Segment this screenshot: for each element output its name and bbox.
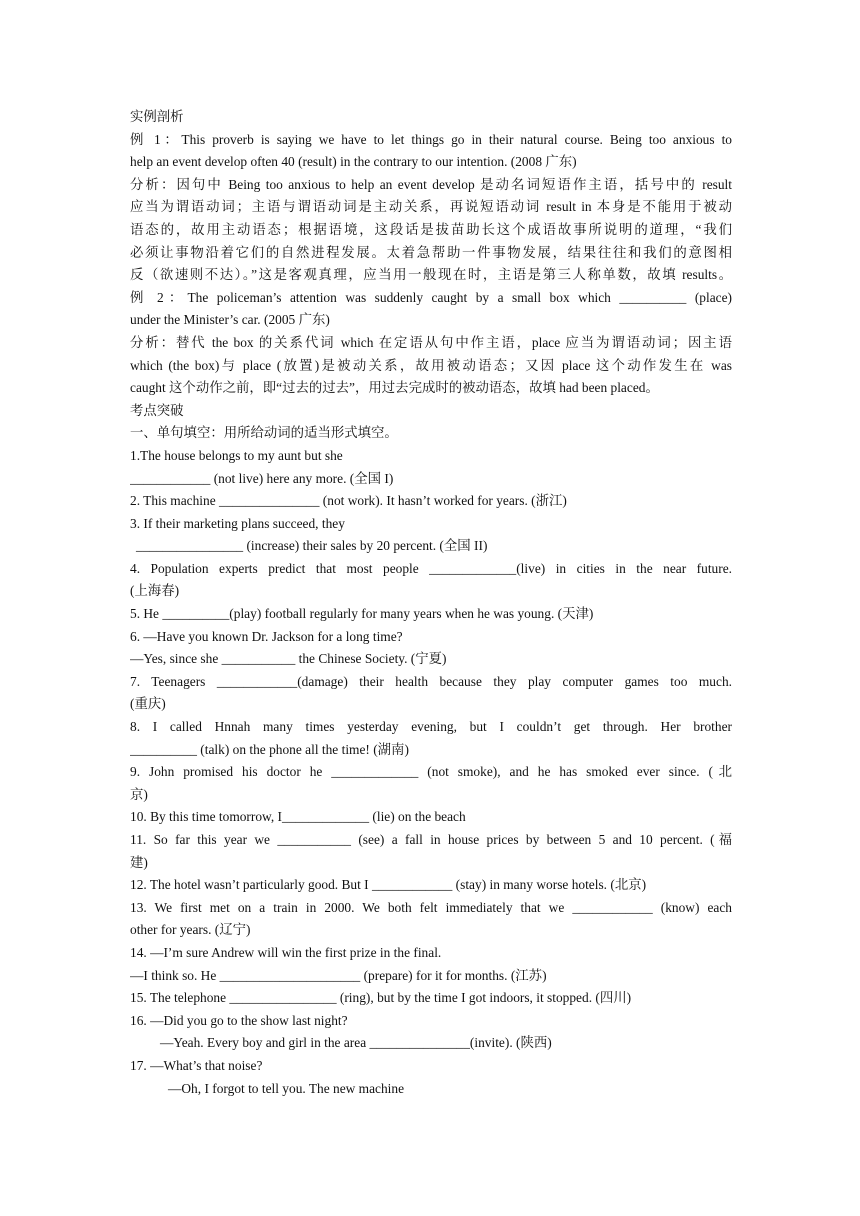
text-line: caught 这个动作之前，即“过去的过去”，用过去完成时的被动语态，故填 had been placed。 (130, 380, 659, 396)
text-line: —Yes, since she ___________ the Chinese Society. (宁夏) (130, 651, 447, 667)
text-line: 17. —What’s that noise? (130, 1057, 263, 1073)
text-line: 3. If their marketing plans succeed, they (130, 515, 345, 531)
text-line: 实例剖析 (130, 109, 184, 124)
text-line: 5. He __________(play) football regularly for many years when he was young. (天津) (130, 606, 594, 622)
text-line: 12. The hotel wasn’t particularly good. But I ____________ (stay) in many worse hotels. (北京) (130, 877, 647, 893)
text-line: ____________ (not live) here any more. (全国 I) (130, 470, 394, 486)
text-line: help an event develop often 40 (result) in the contrary to our intention. (2008 广东) (130, 154, 577, 170)
text-line: under the Minister’s car. (2005 广东) (130, 312, 330, 328)
text-line: 分析：因句中 Being too anxious to help an event develop 是动名词短语作主语，括号中的 result (130, 176, 732, 192)
text-line: 语态的，故用主动语态；根据语境，这段话是拔苗助长这个成语故事所说明的道理，“我们 (130, 221, 732, 237)
text-line: 6. —Have you known Dr. Jackson for a long time? (130, 628, 403, 644)
text-line: 4. Population experts predict that most people _____________(live) in cities in the near future. (130, 560, 732, 576)
text-line: 10. By this time tomorrow, I_____________ (lie) on the beach (130, 809, 466, 825)
text-line: 建) (130, 854, 148, 870)
text-line: 14. —I’m sure Andrew will win the first prize in the final. (130, 944, 442, 960)
text-line: 例 2：The policeman’s attention was suddenly caught by a small box which __________ (place) (130, 289, 732, 305)
text-line: 例 1：This proverb is saying we have to let things go in their natural course. Being too anxious to (130, 131, 732, 147)
text-line: 7. Teenagers ____________(damage) their health because they play computer games too much. (130, 673, 732, 689)
text-line: 9. John promised his doctor he _____________ (not smoke), and he has smoked ever since. (北 (130, 764, 732, 780)
text-line: 分析：替代 the box 的关系代词 which 在定语从句中作主语，place 应当为谓语动词；因主语 (130, 334, 732, 350)
text-line: 考点突破 (130, 402, 184, 418)
text-line: 反（欲速则不达）。”这是客观真理，应当用一般现在时，主语是第三人称单数，故填 results。 (130, 267, 732, 283)
text-line: __________ (talk) on the phone all the time! (湖南) (130, 741, 409, 757)
text-line: 8. I called Hnnah many times yesterday evening, but I couldn’t get through. Her brother (130, 719, 732, 735)
text-line: other for years. (辽宁) (130, 922, 251, 938)
text-line: (上海春) (130, 583, 180, 599)
text-line: 13. We first met on a train in 2000. We both felt immediately that we ____________ (know) each (130, 899, 732, 915)
text-line: —Oh, I forgot to tell you. The new machine (168, 1080, 405, 1096)
text-line: (重庆) (130, 696, 166, 712)
text-line: 15. The telephone ________________ (ring), but by the time I got indoors, it stopped. (四川) (130, 990, 632, 1006)
text-line: 1.The house belongs to my aunt but she (130, 447, 343, 463)
text-line: which (the box)与 place (放置)是被动关系，故用被动语态；又因 place 这个动作发生在 was (130, 357, 732, 373)
text-line: 必须让事物沿着它们的自然进程发展。太着急帮助一件事物发展，结果往往和我们的意图相 (130, 244, 732, 260)
text-line: —Yeah. Every boy and girl in the area _______________(invite). (陕西) (160, 1035, 552, 1051)
text-line: 京) (130, 786, 148, 802)
text-line: 11. So far this year we ___________ (see) a fall in house prices by between 5 and 10 percent. (福 (130, 832, 732, 847)
text-line: 2. This machine _______________ (not work). It hasn’t worked for years. (浙江) (130, 493, 567, 509)
text-line: 一、单句填空：用所给动词的适当形式填空。 (130, 425, 398, 441)
text-line: —I think so. He _____________________ (prepare) for it for months. (江苏) (130, 967, 547, 983)
text-line: 16. —Did you go to the show last night? (130, 1012, 348, 1028)
text-line: ________________ (increase) their sales by 20 percent. (全国 II) (136, 538, 488, 554)
text-line: 应当为谓语动词；主语与谓语动词是主动关系，再说短语动词 result in 本身是不能用于被动 (130, 199, 732, 215)
document-page (130, 106, 732, 1100)
